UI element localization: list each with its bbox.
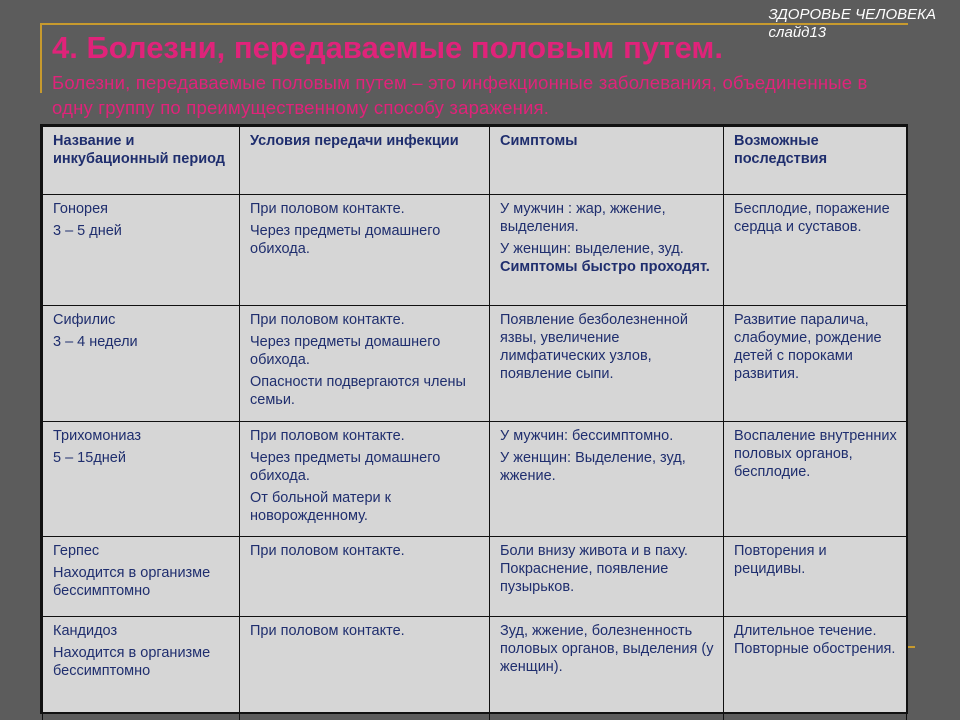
header-consequences: Возможные последствия bbox=[724, 127, 907, 195]
header-transmission: Условия передачи инфекции bbox=[240, 127, 490, 195]
slide-title: 4. Болезни, передаваемые половым путем. bbox=[52, 30, 723, 65]
consequences-text: Развитие паралича, слабоумие, рождение детей с пороками развития. bbox=[734, 312, 882, 382]
table-row-candidiasis bbox=[43, 617, 907, 720]
cell-transmission bbox=[240, 537, 490, 617]
symptom-item: У мужчин : жар, жжение, выделения. bbox=[500, 201, 666, 235]
cell-symptoms bbox=[490, 617, 724, 720]
table-header-row bbox=[43, 127, 907, 195]
cell-consequences bbox=[724, 195, 907, 306]
cell-transmission bbox=[240, 306, 490, 422]
consequences-text: Воспаление внутренних половых органов, бесплодие. bbox=[734, 428, 897, 480]
diseases-table-container bbox=[40, 124, 908, 714]
cell-transmission bbox=[240, 617, 490, 720]
decorative-left-line bbox=[40, 23, 42, 93]
cell-name bbox=[43, 537, 240, 617]
transmission-item: Опасности подвергаются члены семьи. bbox=[250, 374, 466, 408]
incubation-period: Находится в организме бессимптомно bbox=[53, 645, 211, 679]
table-row-trichomoniasis bbox=[43, 422, 907, 537]
table-row-gonorrhea bbox=[43, 195, 907, 306]
cell-name bbox=[43, 617, 240, 720]
transmission-item: При половом контакте. bbox=[250, 543, 405, 559]
consequences-text: Бесплодие, поражение сердца и суставов. bbox=[734, 201, 890, 235]
transmission-item: Через предметы домашнего обихода. bbox=[250, 223, 441, 257]
header-name-period: Название и инкубационный период bbox=[43, 127, 240, 195]
incubation-period: Находится в организме бессимптомно bbox=[53, 565, 211, 599]
symptom-note: Симптомы быстро проходят. bbox=[500, 259, 710, 275]
cell-transmission bbox=[240, 422, 490, 537]
cell-symptoms bbox=[490, 422, 724, 537]
incubation-period: 3 – 5 дней bbox=[53, 223, 122, 239]
cell-consequences bbox=[724, 306, 907, 422]
incubation-period: 5 – 15дней bbox=[53, 450, 126, 466]
transmission-item: От больной матери к новорожденному. bbox=[250, 490, 392, 524]
cell-transmission bbox=[240, 195, 490, 306]
disease-name: Трихомониаз bbox=[53, 428, 142, 444]
consequences-text: Длительное течение. Повторные обострения. bbox=[734, 623, 896, 657]
corner-label-line2: слайд13 bbox=[768, 24, 827, 41]
disease-name: Герпес bbox=[53, 543, 100, 559]
cell-name bbox=[43, 195, 240, 306]
cell-symptoms bbox=[490, 195, 724, 306]
cell-name bbox=[43, 422, 240, 537]
cell-symptoms bbox=[490, 306, 724, 422]
table-row-herpes bbox=[43, 537, 907, 617]
cell-name bbox=[43, 306, 240, 422]
consequences-text: Повторения и рецидивы. bbox=[734, 543, 827, 577]
symptom-item: У женщин: выделение, зуд. bbox=[500, 241, 684, 257]
disease-name: Сифилис bbox=[53, 312, 116, 328]
cell-consequences bbox=[724, 422, 907, 537]
header-symptoms: Симптомы bbox=[490, 127, 724, 195]
symptom-item: У мужчин: бессимптомно. bbox=[500, 428, 674, 444]
symptom-item: Зуд, жжение, болезненность половых органов, выделения (у женщин). bbox=[500, 623, 714, 675]
slide-subtitle: Болезни, передаваемые половым путем – это инфекционные заболевания, объединенные в одну группу по преимущественному способу заражения. bbox=[52, 72, 868, 118]
symptom-item: У женщин: Выделение, зуд, жжение. bbox=[500, 450, 686, 484]
incubation-period: 3 – 4 недели bbox=[53, 334, 138, 350]
transmission-item: При половом контакте. bbox=[250, 201, 405, 217]
transmission-item: При половом контакте. bbox=[250, 312, 405, 328]
corner-label bbox=[769, 6, 936, 42]
cell-symptoms bbox=[490, 537, 724, 617]
symptom-item: Появление безболезненной язвы, увеличение лимфатических узлов, появление сыпи. bbox=[500, 312, 688, 382]
corner-label-line1: ЗДОРОВЬЕ ЧЕЛОВЕКА bbox=[768, 6, 936, 23]
table-row-syphilis bbox=[43, 306, 907, 422]
transmission-item: При половом контакте. bbox=[250, 428, 405, 444]
transmission-item: При половом контакте. bbox=[250, 623, 405, 639]
diseases-table bbox=[42, 126, 907, 720]
symptom-item: Боли внизу живота и в паху. Покраснение, появление пузырьков. bbox=[500, 543, 688, 595]
transmission-item: Через предметы домашнего обихода. bbox=[250, 450, 441, 484]
disease-name: Гонорея bbox=[53, 201, 108, 217]
disease-name: Кандидоз bbox=[53, 623, 118, 639]
cell-consequences bbox=[724, 617, 907, 720]
transmission-item: Через предметы домашнего обихода. bbox=[250, 334, 441, 368]
cell-consequences bbox=[724, 537, 907, 617]
